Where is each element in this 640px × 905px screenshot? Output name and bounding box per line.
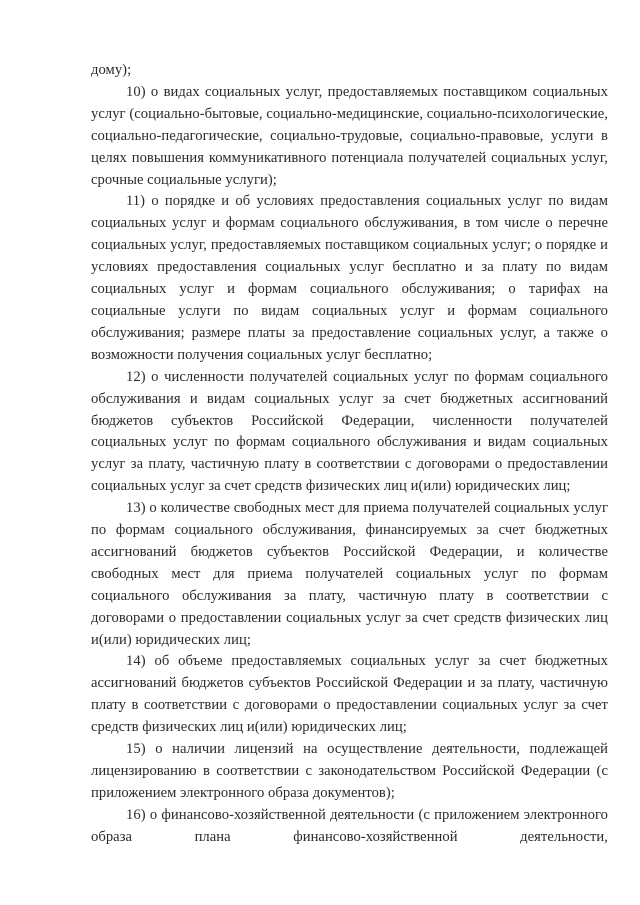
- list-item-15: 15) о наличии лицензий на осуществление деятельности, подлежащей лицензированию в соответствии с законодательством Российской Федерации (с приложением электронного образа документов);: [91, 741, 608, 801]
- list-item-12: 12) о численности получателей социальных услуг по формам социального обслуживания и видам социальных услуг за счет бюджетных ассигнований бюджетов субъектов Российской Федерации, численности получателей социальных услуг по формам социального обслуживания и видам социальных услуг за плату, частичную плату в соответствии с договорами о предоставлении социальных услуг за счет средств физических лиц и(или) юридических лиц;: [91, 368, 608, 495]
- list-item-11: 11) о порядке и об условиях предоставления социальных услуг по видам социальных услуг и формам социального обслуживания, в том числе о перечне социальных услуг, предоставляемых поставщиком социальных услуг; о порядке и условиях предоставления социальных услуг бесплатно и за плату по видам социальных услуг и формам социального обслуживания; о тарифах на социальные услуги по видам социальных услуг и формам социального обслуживания; размере платы за предоставление социальных услуг, а также о возможности получения социальных услуг бесплатно;: [91, 193, 608, 363]
- paragraph-continuation: дому);: [91, 62, 132, 78]
- list-item-10: 10) о видах социальных услуг, предоставляемых поставщиком социальных услуг (социально-бытовые, социально-медицинские, социально-психологические, социально-педагогические, социально-трудовые, социально-правовые, услуги в целях повышения коммуникативного потенциала получателей социальных услуг, срочные социальные услуги);: [91, 83, 608, 188]
- list-item-14: 14) об объеме предоставляемых социальных услуг за счет бюджетных ассигнований бюджетов субъектов Российской Федерации и за плату, частичную плату в соответствии с договорами о предоставлении социальных услуг за счет средств физических лиц и(или) юридических лиц;: [91, 653, 608, 736]
- document-body: [91, 60, 608, 849]
- list-item-13: 13) о количестве свободных мест для приема получателей социальных услуг по формам социального обслуживания, финансируемых за счет бюджетных ассигнований бюджетов субъектов Российской Федерации, и количестве свободных мест для приема получателей социальных услуг по формам социального обслуживания за плату, частичную плату в соответствии с договорами о предоставлении социальных услуг за счет средств физических лиц и(или) юридических лиц;: [91, 500, 608, 648]
- list-item-16: 16) о финансово-хозяйственной деятельности (с приложением электронного образа плана финансово-хозяйственной деятельности,: [91, 806, 608, 845]
